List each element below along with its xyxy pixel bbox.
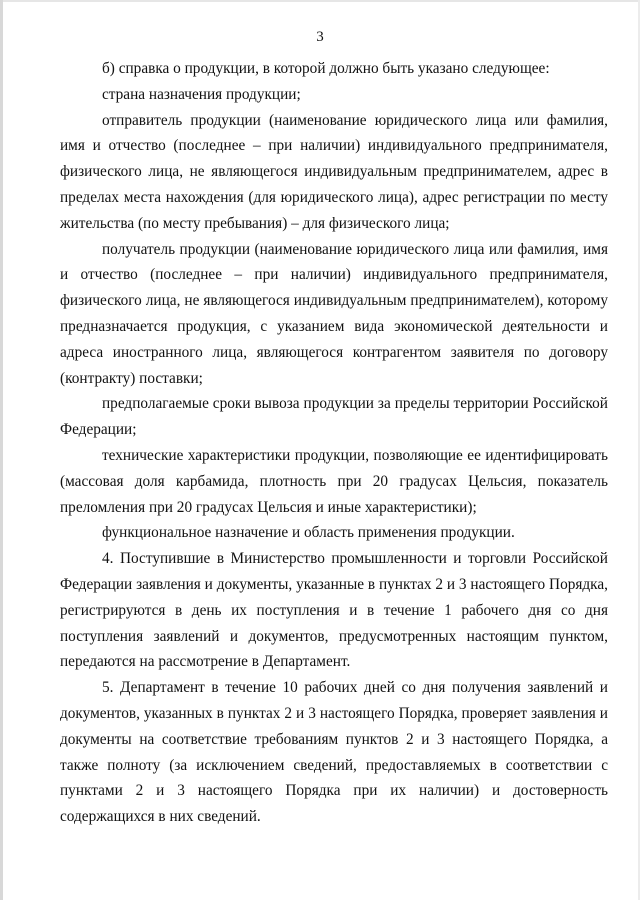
paragraph-strana: страна назначения продукции; (102, 85, 301, 103)
paragraph-punkt-5: 5. Департамент в течение 10 рабочих дней со дня получения заявлений и документов, указанных в пунктах 2 и 3 настоящего Порядка, проверяет заявления и документы на соответствие требованиям пунктов 2 и 3 настоящего Порядка, а также полноту (за исключением сведений, предоставляемых в соответствии с пунктами 2 и 3 настоящего Порядка при их наличии) и достоверность содержащихся в них сведений. (60, 679, 608, 826)
paragraph-poluchatel: получатель продукции (наименование юридического лица или фамилия, имя и отчество (последнее – при наличии) индивидуального предпринимателя, физического лица, не являющегося индивидуальным предпринимателем), которому предназначается продукция, с указанием вида экономической деятельности и адреса иностранного лица, являющегося контрагентом заявителя по договору (контракту) поставки; (60, 240, 608, 387)
scan-edge-top (0, 0, 640, 2)
document-body (60, 56, 608, 830)
paragraph-harakteristiki: технические характеристики продукции, позволяющие ее идентифицировать (массовая доля карбамида, плотность при 20 градусах Цельсия, показатель преломления при 20 градусах Цельсия и иные характеристики); (60, 446, 608, 516)
paragraph-punkt-4: 4. Поступившие в Министерство промышленности и торговли Российской Федерации заявления и документы, указанные в пунктах 2 и 3 настоящего Порядка, регистрируются в день их поступления и в течение 1 рабочего дня со дня поступления заявлений и документов, предусмотренных настоящим пунктом, передаются на рассмотрение в Департамент. (60, 550, 608, 671)
scan-edge-left (0, 0, 3, 900)
page-number: 3 (316, 29, 324, 45)
paragraph-sroki: предполагаемые сроки вывоза продукции за пределы территории Российской Федерации; (60, 395, 608, 439)
paragraph-otpravitel: отправитель продукции (наименование юридического лица или фамилия, имя и отчество (последнее – при наличии) индивидуального предпринимателя, физического лица, не являющегося индивидуальным предпринимателем, адрес в пределах места нахождения (для юридического лица), адрес регистрации по месту жительства (по месту пребывания) – для физического лица; (60, 111, 608, 232)
paragraph-naznachenie: функциональное назначение и область применения продукции. (102, 524, 515, 542)
paragraph-spravka: б) справка о продукции, в которой должно быть указано следующее: (102, 60, 550, 77)
